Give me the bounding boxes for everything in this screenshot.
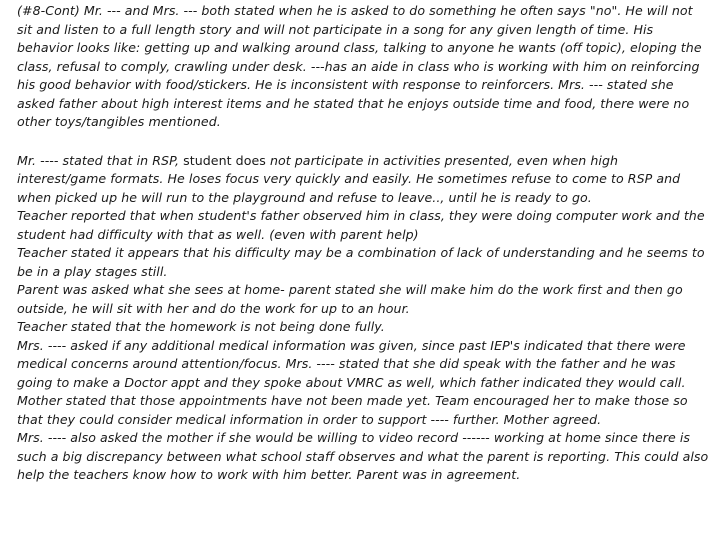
rsp-text-start: Mr. ---- stated that in RSP, <box>17 152 180 168</box>
paragraph-video-record: Mrs. ---- also asked the mother if she would be willing to video record ------ working at home since there is such a big discrepancy between what school staff observes and what the parent is reporting. This could also help the teachers know how to work with him better. Parent was in agreement. <box>17 430 709 482</box>
paragraph-parent-report: (#8-Cont) Mr. --- and Mrs. --- both stated when he is asked to do something he often says "no". He will not sit and listen to a full length story and will not participate in a song for any given length of time. His behavior looks like: getting up and walking around class, talking to anyone he wants (off topic), eloping the class, refusal to comply, crawling under desk. ---has an aide in class who is working with him on reinforcing his good behavior with food/stickers. He is inconsistent with response to reinforcers. Mrs. --- stated she asked father about high interest items and he stated that he enjoys outside time and food, there were no other toys/tangibles mentioned. <box>17 3 702 129</box>
paragraph-homework: Teacher stated that the homework is not being done fully. <box>17 319 385 334</box>
rsp-text-rest: not participate in activities presented, even when high interest/game formats. He loses focus very quickly and easily. He sometimes refuse to come to RSP and when picked up he will run to the playground and refuse to leave.., until he is ready to go. <box>17 152 681 205</box>
paragraph-teacher-observation: Teacher reported that when student's father observed him in class, they were doing computer work and the student had difficulty with that as well. (even with parent help) <box>17 208 705 242</box>
paragraph-rsp-report <box>17 152 710 208</box>
paragraph-medical: Mrs. ---- asked if any additional medical information was given, since past IEP's indicated that there were medical concerns around attention/focus. Mrs. ---- stated that she did speak with the father and he was going to make a Doctor appt and they spoke about VMRC as well, which father indicated they would call. Mother stated that those appointments have not been made yet. Team encouraged her to make those so that they could consider medical information in order to support ---- further. Mother agreed. <box>17 337 688 427</box>
paragraph-gap <box>17 132 710 152</box>
rsp-text-upright: student does <box>183 152 266 168</box>
paragraph-home-report: Parent was asked what she sees at home- parent stated she will make him do the work first and then go outside, he will sit with her and do the work for up to an hour. <box>17 282 683 316</box>
paragraph-teacher-assessment: Teacher stated it appears that his difficulty may be a combination of lack of understanding and he seems to be in a play stages still. <box>17 245 705 279</box>
